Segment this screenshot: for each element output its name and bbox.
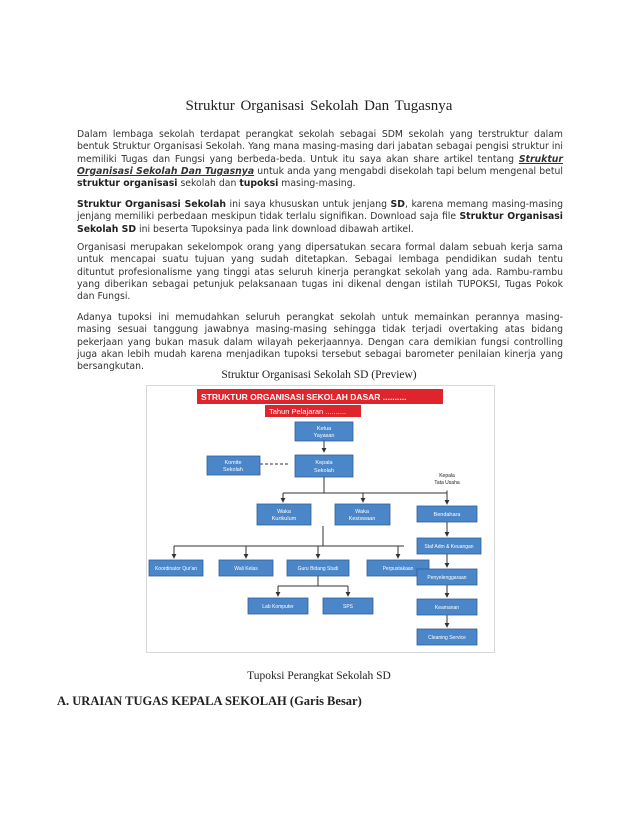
paragraph-jenjang	[77, 199, 563, 236]
org-node-koordinator-quran	[149, 560, 203, 576]
p1-text-b: untuk anda yang mengabdi disekolah tapi belum mengenal betul	[254, 165, 563, 177]
svg-text:Keamanan: Keamanan	[434, 605, 460, 611]
caption-chart-preview: Struktur Organisasi Sekolah SD (Preview)	[221, 369, 417, 381]
paragraph-organisasi	[77, 242, 563, 303]
svg-text:Kesiswaan: Kesiswaan	[348, 516, 376, 522]
svg-text:Sekolah: Sekolah	[314, 468, 334, 474]
svg-text:Tata Usaha: Tata Usaha	[434, 480, 460, 486]
org-node-kepala-sekolah	[295, 455, 353, 477]
svg-text:Sekolah: Sekolah	[223, 467, 243, 473]
svg-text:Cleaning Service: Cleaning Service	[428, 635, 466, 641]
svg-text:Perpustakaan: Perpustakaan	[382, 566, 414, 572]
org-node-penyelenggaraan	[417, 569, 477, 585]
org-chart-image	[146, 385, 495, 653]
org-banner-title: STRUKTUR ORGANISASI SEKOLAH DASAR ..........	[201, 392, 407, 402]
section-heading: A. URAIAN TUGAS KEPALA SEKOLAH (Garis Besar)	[57, 694, 362, 708]
svg-text:Wali Kelas: Wali Kelas	[234, 566, 258, 572]
article-link[interactable]: Struktur Organisasi Sekolah Dan Tugasnya	[77, 153, 563, 177]
svg-text:Koordinator Qur'an: Koordinator Qur'an	[154, 566, 198, 572]
org-node-waka-kurikulum	[257, 504, 311, 525]
svg-text:SPS: SPS	[342, 604, 354, 610]
paragraph-intro	[77, 129, 563, 190]
p2-bold-file: Struktur Organisasi Sekolah SD	[77, 211, 563, 235]
org-node-kepala-tata-usaha	[419, 471, 475, 490]
p2-bold-sd: SD	[390, 199, 405, 210]
svg-text:Komite: Komite	[224, 460, 242, 466]
svg-text:Waka: Waka	[277, 509, 291, 515]
p1-bold-tupoksi: tupoksi	[239, 178, 279, 190]
p2-text-b: , karena memang masing-masing jenjang memiliki perbedaan meskipun tidak terlalu signifikan. Download saja file	[77, 199, 564, 223]
svg-text:Lab Komputer: Lab Komputer	[262, 604, 294, 610]
org-node-ketua-yayasan	[295, 422, 353, 441]
org-node-staf-adm	[417, 538, 481, 554]
p1-text-d: masing-masing.	[278, 178, 356, 190]
org-node-siswa	[323, 598, 373, 614]
org-node-cleaning-service	[417, 629, 477, 645]
p4-text: Adanya tupoksi ini memudahkan seluruh perangkat sekolah untuk memainkan perannya masing-masing sesuai tanggung jawabnya masing-masing sehingga tidak terjadi overtaking atas bidang pekerjaan yang bukan masuk dalam wilayah pekerjaannya. Dengan cara demikian fungsi controlling juga akan lebih mudah karena menjadikan tupoksi tersebut sebagai barometer penilaian kinerja yang bersangkutan.	[77, 312, 563, 373]
svg-text:Penyelenggaraan: Penyelenggaraan	[427, 575, 467, 581]
paragraph-tupoksi	[77, 312, 563, 373]
p1-text-a: Dalam lembaga sekolah terdapat perangkat sekolah sebagai SDM sekolah yang terstruktur dalam bentuk Struktur Organisasi Sekolah. Yang mana masing-masing dari jabatan sebagai pengisi struktur ini memiliki Tugas dan Fungsi yang berbeda-beda. Untuk itu saya akan share artikel tentang	[77, 129, 563, 165]
org-node-lab-komputer	[248, 598, 308, 614]
svg-text:Kurikulum: Kurikulum	[271, 516, 297, 522]
org-node-waka-kesiswaan	[335, 504, 390, 525]
org-node-bendahara	[417, 506, 477, 522]
p3-text: Organisasi merupakan sekelompok orang yang dipersatukan secara formal dalam sebuah kerja sama untuk mencapai suatu tujuan yang sudah ditetapkan. Sebagai lembaga pendidikan sudah tentu dituntut profesionalisme yang tinggi atas seluruh kinerja perangkat sekolah yang ada. Rambu-rambu yang diberikan sebagai petunjuk pelaksanaan tugas ini dikenal dengan istilah TUPOKSI, Tugas Pokok dan Fungsi.	[77, 242, 563, 303]
document-title: Struktur Organisasi Sekolah Dan Tugasnya	[185, 98, 453, 114]
svg-text:Yayasan: Yayasan	[313, 433, 335, 439]
p1-text-c: sekolah dan	[177, 178, 240, 190]
org-node-keamanan	[417, 599, 477, 615]
org-node-guru-bidang-studi	[287, 560, 349, 576]
p2-text-a: ini saya khususkan untuk jenjang	[225, 199, 391, 210]
p1-bold-struktur: struktur organisasi	[77, 178, 178, 190]
p2-text-c: ini beserta Tupoksinya pada link download dibawah artikel.	[136, 223, 414, 235]
svg-text:Kepala: Kepala	[439, 473, 455, 479]
org-banner-subtitle: Tahun Pelajaran ..........	[269, 407, 347, 416]
svg-text:Guru Bidang Studi: Guru Bidang Studi	[297, 566, 339, 572]
p2-bold-a: Struktur Organisasi Sekolah	[77, 199, 226, 210]
svg-text:Kepala: Kepala	[315, 460, 333, 466]
svg-text:Bendahara: Bendahara	[433, 512, 461, 518]
svg-text:Waka: Waka	[355, 509, 369, 515]
svg-text:Staf Adm & Keuangan: Staf Adm & Keuangan	[424, 544, 474, 550]
org-node-wali-kelas	[219, 560, 273, 576]
svg-text:Ketua: Ketua	[316, 426, 332, 432]
org-chart-svg	[147, 386, 494, 652]
org-node-komite-sekolah	[207, 456, 260, 475]
caption-tupoksi: Tupoksi Perangkat Sekolah SD	[247, 670, 391, 682]
